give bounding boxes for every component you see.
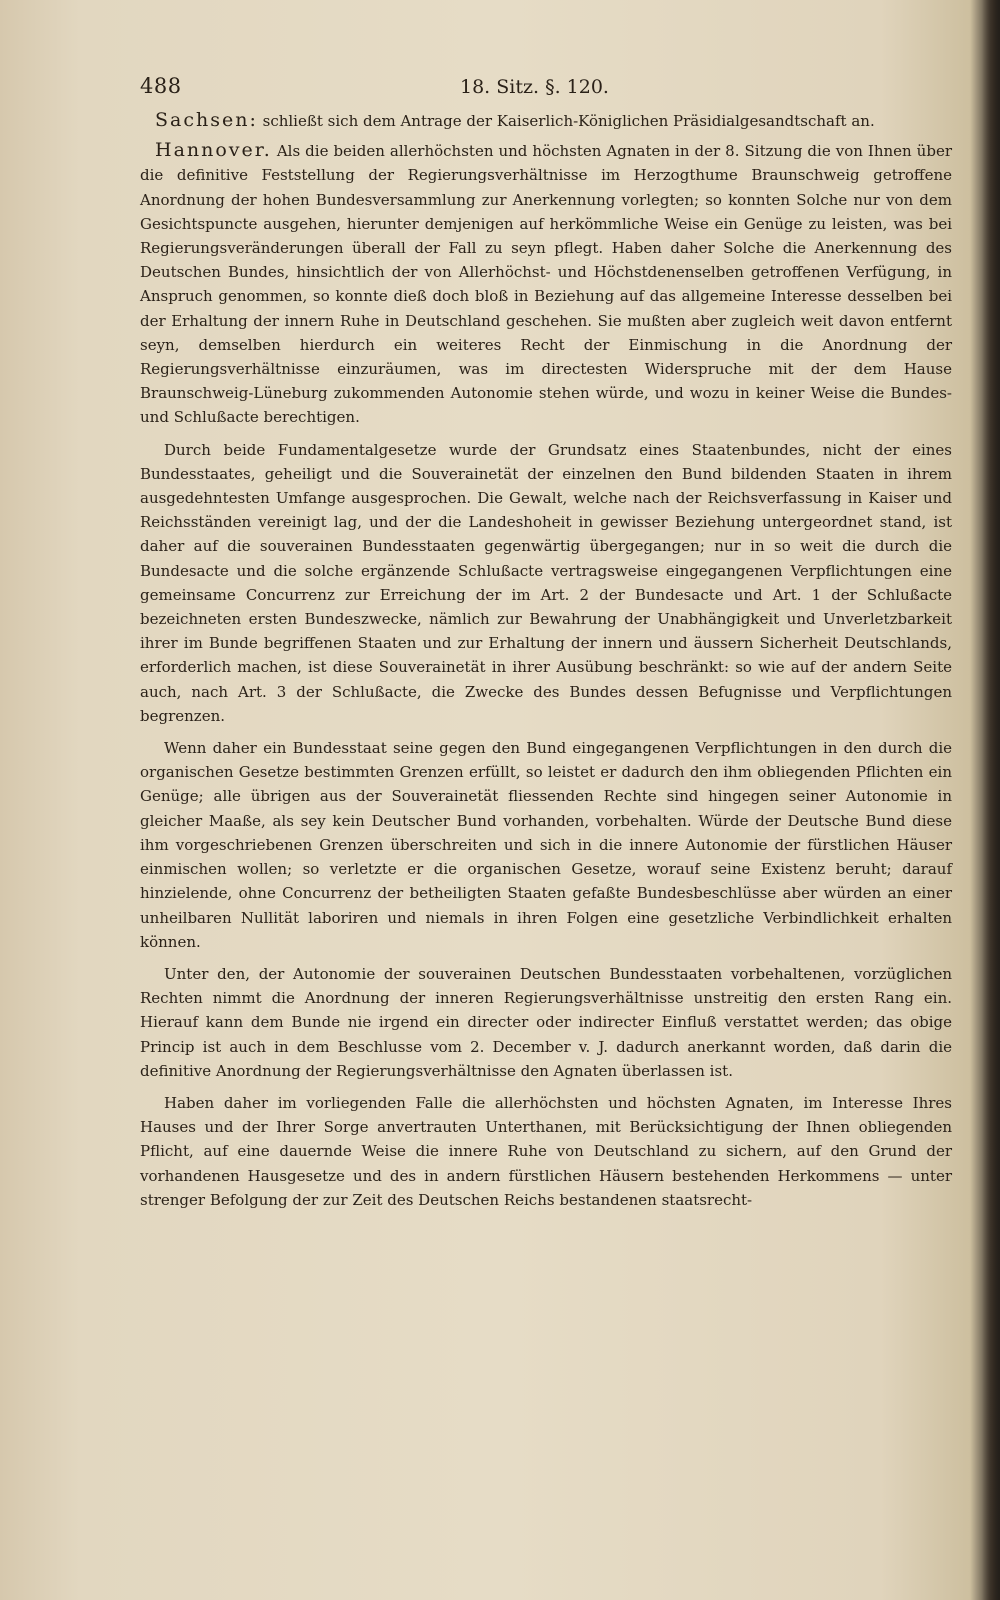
page-content — [140, 74, 952, 1212]
paragraph: Haben daher im vorliegenden Falle die allerhöchsten und höchsten Agnaten, im Interesse Ihres Hauses und der Ihrer Sorge anvertrauten Unterthanen, mit Berücksichtigung der Ihnen obliegenden Pflicht, auf eine dauernde Weise die innere Ruhe von Deutschland zu sichern, auf den Grund der vorhandenen Hausgesetze und des in andern fürstlichen Häusern bestehenden Herkommens — unter strenger Befolgung der zur Zeit des Deutschen Reichs bestandenen staatsrecht- — [140, 1093, 952, 1209]
page-edge-shadow — [982, 0, 1000, 1600]
paragraph: Durch beide Fundamentalgesetze wurde der Grundsatz eines Staatenbundes, nicht der eines Bundesstaates, geheiligt und die Souverainetät der einzelnen den Bund bildenden Staaten in ihrem ausgedehntesten Umfange ausgesprochen. Die Gewalt, welche nach der Reichsverfassung in Kaiser und Reichsständen vereinigt lag, und der die Landeshoheit in gewisser Beziehung untergeordnet stand, ist daher auf die souverainen Bundesstaaten gegenwärtig übergegangen; nur in so weit die durch die Bundesacte und die solche ergänzende Schlußacte vertragsweise eingegangenen Verpflichtungen eine gemeinsame Concurrenz zur Erreichung der im Art. 2 der Bundesacte und Art. 1 der Schlußacte bezeichneten ersten Bundeszwecke, nämlich zur Bewahrung der Unabhängigkeit und Unverletzbarkeit ihrer im Bunde begriffenen Staaten und zur Erhaltung der innern und äussern Sicherheit Deutschlands, erforderlich machen, ist diese Souverainetät in ihrer Ausübung beschränkt: so wie auf der andern Seite auch, nach Art. 3 der Schlußacte, die Zwecke des Bundes dessen Befugnisse und Verpflichtungen begrenzen. — [140, 440, 952, 725]
paragraph: Wenn daher ein Bundesstaat seine gegen den Bund eingegangenen Verpflichtungen in den durch die organischen Gesetze bestimmten Grenzen erfüllt, so leistet er dadurch den ihm obliegenden Pflichten ein Genüge; alle übrigen aus der Souverainetät fliessenden Rechte sind hingegen seiner Autonomie in gleicher Maaße, als sey kein Deutscher Bund vorhanden, vorbehalten. Würde der Deutsche Bund diese ihm vorgeschriebenen Grenzen überschreiten und sich in die innere Autonomie der fürstlichen Häuser einmischen wollen; so verletzte er die organischen Gesetze, worauf seine Existenz beruht; darauf hinzielende, ohne Concurrenz der betheiligten Staaten gefaßte Bundesbeschlüsse aber würden an einer unheilbaren Nullität laboriren und niemals in ihren Folgen eine gesetzliche Verbindlichkeit erhalten können. — [140, 739, 952, 951]
paragraph-hannover — [140, 138, 952, 429]
running-head: 18. Sitz. §. 120. — [460, 76, 609, 98]
paragraph: Unter den, der Autonomie der souverainen Deutschen Bundesstaaten vorbehaltenen, vorzüglichen Rechten nimmt die Anordnung der inneren Regierungsverhältnisse unstreitig den ersten Rang ein. Hierauf kann dem Bunde nie irgend ein directer oder indirecter Einfluß verstattet werden; das obige Princip ist auch in dem Beschlusse vom 2. December v. J. dadurch anerkannt worden, daß darin die definitive Anordnung der Regierungsverhältnisse den Agnaten überlassen ist. — [140, 964, 952, 1080]
paragraph-text: Als die beiden allerhöchsten und höchsten Agnaten in der 8. Sitzung die von Ihnen über die definitive Feststellung der Regierungsverhältnisse im Herzogthume Braunschweig getroffene Anordnung der hohen Bundesversammlung zur Anerkennung vorlegten; so konnten Solche nur von dem Gesichtspuncte ausgehen, hierunter demjenigen auf herkömmliche Weise ein Genüge zu leisten, was bei Regierungsveränderungen überall der Fall zu seyn pflegt. Haben daher Solche die Anerkennung des Deutschen Bundes, hinsichtlich der von Allerhöchst- und Höchstdenenselben getroffenen Verfügung, in Anspruch genommen, so konnte dieß doch bloß in Beziehung auf das allgemeine Interesse desselben bei der Erhaltung der innern Ruhe in Deutschland geschehen. Sie mußten aber zugleich weit davon entfernt seyn, demselben hierdurch ein weiteres Recht der Einmischung in die Anordnung der Regierungsverhältnisse einzuräumen, was im directesten Widerspruche mit der dem Hause Braunschweig-Lüneburg zukommenden Autonomie stehen würde, und wozu in keiner Weise die Bundes- und Schlußacte berechtigen. — [140, 142, 952, 427]
speaker-name: Sachsen: — [155, 109, 258, 131]
paragraph-text: schließt sich dem Antrage der Kaiserlich-Königlichen Präsidialgesandtschaft an. — [257, 112, 875, 130]
page-number: 488 — [140, 74, 182, 98]
speaker-name: Hannover. — [155, 139, 272, 162]
page-header — [140, 74, 952, 108]
paragraph-sachsen — [140, 108, 952, 133]
